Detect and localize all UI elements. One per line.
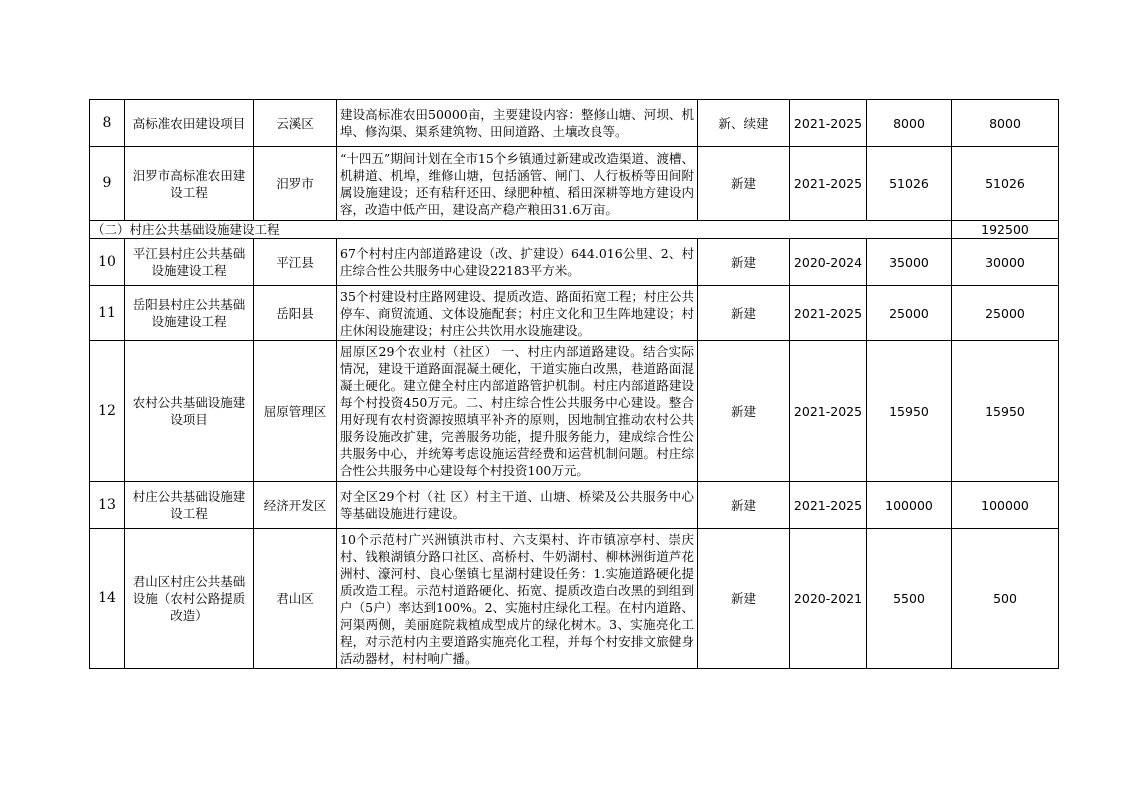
planned-investment: 25000 bbox=[952, 286, 1059, 341]
project-content: 屈原区29个农业村（社区） 一、村庄内部道路建设。结合实际情况，建设干道路面混凝土硬化，干道实施白改黑，巷道路面混凝土硬化。建立健全村庄内部道路管护机制。村庄内部道路建设每个村投资450万元。二、村庄综合性公共服务中心建设。整合用好现有农村资源按照填平补齐的原则，因地制宜推动农村公共服务设施改扩建，完善服务功能，提升服务能力，建成综合性公共服务中心，并统筹考虑设施运营经费和运营机制问题。村庄综合性公共服务中心建设每个村投资100万元。 bbox=[337, 341, 698, 482]
construction-period: 2021-2025 bbox=[790, 286, 867, 341]
project-location: 岳阳县 bbox=[254, 286, 337, 341]
construction-period: 2021-2025 bbox=[790, 482, 867, 529]
section-title: （二）村庄公共基础设施建设工程 bbox=[90, 221, 952, 239]
project-location: 云溪区 bbox=[254, 100, 337, 147]
construction-type: 新建 bbox=[698, 529, 790, 669]
project-table bbox=[89, 99, 1059, 669]
construction-type: 新、续建 bbox=[698, 100, 790, 147]
construction-type: 新建 bbox=[698, 147, 790, 221]
table-row bbox=[90, 100, 1059, 147]
construction-period: 2021-2025 bbox=[790, 100, 867, 147]
total-investment: 15950 bbox=[867, 341, 952, 482]
project-location: 君山区 bbox=[254, 529, 337, 669]
project-name: 高标准农田建设项目 bbox=[125, 100, 254, 147]
project-name: 岳阳县村庄公共基础设施建设工程 bbox=[125, 286, 254, 341]
planned-investment: 8000 bbox=[952, 100, 1059, 147]
construction-type: 新建 bbox=[698, 239, 790, 286]
planned-investment: 51026 bbox=[952, 147, 1059, 221]
total-investment: 25000 bbox=[867, 286, 952, 341]
construction-period: 2020-2021 bbox=[790, 529, 867, 669]
row-number: 14 bbox=[90, 529, 125, 669]
total-investment: 35000 bbox=[867, 239, 952, 286]
construction-period: 2021-2025 bbox=[790, 147, 867, 221]
row-number: 13 bbox=[90, 482, 125, 529]
total-investment: 8000 bbox=[867, 100, 952, 147]
planned-investment: 30000 bbox=[952, 239, 1059, 286]
project-content: 建设高标准农田50000亩，主要建设内容：整修山塘、河坝、机埠、修沟渠、渠系建筑物、田间道路、土壤改良等。 bbox=[337, 100, 698, 147]
total-investment: 5500 bbox=[867, 529, 952, 669]
project-content: 10个示范村广兴洲镇洪市村、六支渠村、许市镇凉亭村、崇庆村、钱粮湖镇分路口社区、高桥村、牛奶湖村、柳林洲街道芦花洲村、濠河村、良心堡镇七星湖村建设任务：1.实施道路硬化提质改造工程。示范村道路硬化、拓宽、提质改造白改黑的到组到户（5户）率达到100%。2、实施村庄绿化工程。在村内道路、河渠两侧，美丽庭院栽植成型成片的绿化树木。3、实施亮化工程，对示范村内主要道路实施亮化工程，并每个村安排文旅健身活动器材，村村响广播。 bbox=[337, 529, 698, 669]
construction-type: 新建 bbox=[698, 482, 790, 529]
total-investment: 100000 bbox=[867, 482, 952, 529]
planned-investment: 15950 bbox=[952, 341, 1059, 482]
planned-investment: 500 bbox=[952, 529, 1059, 669]
table-row bbox=[90, 286, 1059, 341]
project-name: 农村公共基础设施建设项目 bbox=[125, 341, 254, 482]
project-location: 平江县 bbox=[254, 239, 337, 286]
planned-investment: 100000 bbox=[952, 482, 1059, 529]
project-content: 67个村村庄内部道路建设（改、扩建设）644.016公里、2、村庄综合性公共服务中心建设22183平方米。 bbox=[337, 239, 698, 286]
project-content: “十四五”期间计划在全市15个乡镇通过新建或改造渠道、渡槽、机耕道、机埠，维修山塘，包括涵管、闸门、人行板桥等田间附属设施建设；还有秸秆还田、绿肥种植、稻田深耕等地方建设内容，改造中低产田，建设高产稳产粮田31.6万亩。 bbox=[337, 147, 698, 221]
row-number: 8 bbox=[90, 100, 125, 147]
construction-type: 新建 bbox=[698, 286, 790, 341]
construction-type: 新建 bbox=[698, 341, 790, 482]
construction-period: 2021-2025 bbox=[790, 341, 867, 482]
table-row bbox=[90, 529, 1059, 669]
total-investment: 51026 bbox=[867, 147, 952, 221]
table-row bbox=[90, 239, 1059, 286]
row-number: 11 bbox=[90, 286, 125, 341]
project-location: 经济开发区 bbox=[254, 482, 337, 529]
row-number: 9 bbox=[90, 147, 125, 221]
row-number: 10 bbox=[90, 239, 125, 286]
table-row bbox=[90, 482, 1059, 529]
project-name: 汨罗市高标准农田建设工程 bbox=[125, 147, 254, 221]
table-row bbox=[90, 147, 1059, 221]
construction-period: 2020-2024 bbox=[790, 239, 867, 286]
project-content: 对全区29个村（社 区）村主干道、山塘、桥梁及公共服务中心等基础设施进行建设。 bbox=[337, 482, 698, 529]
project-location: 屈原管理区 bbox=[254, 341, 337, 482]
section-subtotal: 192500 bbox=[952, 221, 1059, 239]
section-row bbox=[90, 221, 1059, 239]
project-name: 平江县村庄公共基础设施建设工程 bbox=[125, 239, 254, 286]
project-location: 汨罗市 bbox=[254, 147, 337, 221]
project-name: 村庄公共基础设施建设工程 bbox=[125, 482, 254, 529]
table-row bbox=[90, 341, 1059, 482]
row-number: 12 bbox=[90, 341, 125, 482]
project-name: 君山区村庄公共基础设施（农村公路提质改造） bbox=[125, 529, 254, 669]
project-content: 35个村建设村庄路网建设、提质改造、路面拓宽工程；村庄公共停车、商贸流通、文体设施配套；村庄文化和卫生阵地建设；村庄休闲设施建设；村庄公共饮用水设施建设。 bbox=[337, 286, 698, 341]
